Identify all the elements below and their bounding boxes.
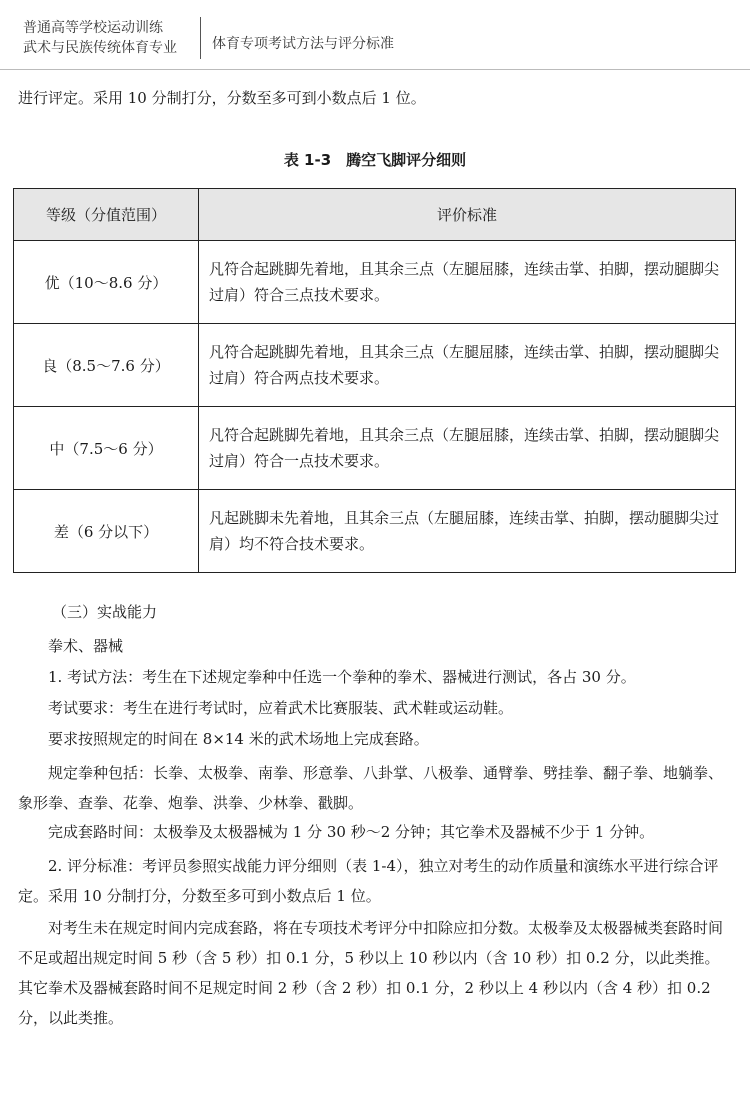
- header-rule: [0, 69, 750, 70]
- grade-cell: 中（7.5～6 分）: [14, 407, 199, 490]
- intro-paragraph: 进行评定。采用 10 分制打分，分数至多可到小数点后 1 位。: [18, 89, 426, 107]
- table-row: [14, 490, 736, 573]
- section-heading: （三）实战能力: [52, 603, 158, 621]
- criteria-cell: 凡符合起跳脚先着地，且其余三点（左腿屈膝，连续击掌、拍脚，摆动腿脚尖过肩）符合两点技术要求。: [199, 324, 736, 407]
- paragraph-styles-list: 规定拳种包括：长拳、太极拳、南拳、形意拳、八卦掌、八极拳、通臂拳、劈挂拳、翻子拳、地躺拳、象形拳、查拳、花拳、炮拳、洪拳、少林拳、戳脚。: [18, 764, 724, 812]
- page-header: [0, 0, 750, 70]
- paragraph-test-method: 1. 考试方法：考生在下述规定拳种中任选一个拳种的拳术、器械进行测试，各占 30 分。: [48, 668, 636, 686]
- header-divider: [200, 17, 201, 59]
- header-grade: 等级（分值范围）: [14, 189, 199, 241]
- paragraph-venue-requirement: 要求按照规定的时间在 8×14 米的武术场地上完成套路。: [48, 730, 429, 748]
- header-criteria: 评价标准: [199, 189, 736, 241]
- paragraph-scoring-standard: 2. 评分标准：考评员参照实战能力评分细则（表 1-4），独立对考生的动作质量和演练水平进行综合评定。采用 10 分制打分，分数至多可到小数点后 1 位。: [18, 857, 719, 905]
- paragraph-exam-requirement: 考试要求：考生在进行考试时，应着武术比赛服装、武术鞋或运动鞋。: [48, 699, 514, 717]
- header-left-line2: 武术与民族传统体育专业: [23, 40, 177, 56]
- section-subheading: 拳术、器械: [48, 637, 124, 655]
- grade-cell: 差（6 分以下）: [14, 490, 199, 573]
- paragraph-time-deduction: 对考生未在规定时间内完成套路，将在专项技术考评分中扣除应扣分数。太极拳及太极器械类套路时间不足或超出规定时间 5 秒（含 5 秒）扣 0.1 分，5 秒以上 10 秒以内（含 10 秒）扣 0.2 分，以此类推。其它拳术及器械套路时间不足规定时间 2 秒（含 2 秒）扣 0.1 分，2 秒以上 4 秒以内（含 4 秒）扣 0.2 分，以此类推。: [18, 919, 724, 1027]
- header-left-line1: 普通高等学校运动训练: [23, 20, 163, 36]
- criteria-cell: 凡符合起跳脚先着地，且其余三点（左腿屈膝，连续击掌、拍脚，摆动腿脚尖过肩）符合三点技术要求。: [199, 241, 736, 324]
- table-row: [14, 241, 736, 324]
- table-row: [14, 324, 736, 407]
- criteria-cell: 凡符合起跳脚先着地，且其余三点（左腿屈膝，连续击掌、拍脚，摆动腿脚尖过肩）符合一点技术要求。: [199, 407, 736, 490]
- header-left: [23, 18, 177, 58]
- table-header-row: [14, 189, 736, 241]
- criteria-cell: 凡起跳脚未先着地，且其余三点（左腿屈膝，连续击掌、拍脚，摆动腿脚尖过肩）均不符合技术要求。: [199, 490, 736, 573]
- grade-cell: 良（8.5～7.6 分）: [14, 324, 199, 407]
- table-row: [14, 407, 736, 490]
- grade-cell: 优（10～8.6 分）: [14, 241, 199, 324]
- table-caption: 表 1-3 腾空飞脚评分细则: [283, 151, 467, 169]
- header-right: 体育专项考试方法与评分标准: [212, 36, 394, 52]
- paragraph-routine-time: 完成套路时间：太极拳及太极器械为 1 分 30 秒～2 分钟；其它拳术及器械不少于 1 分钟。: [48, 823, 655, 841]
- grading-table: [13, 188, 736, 573]
